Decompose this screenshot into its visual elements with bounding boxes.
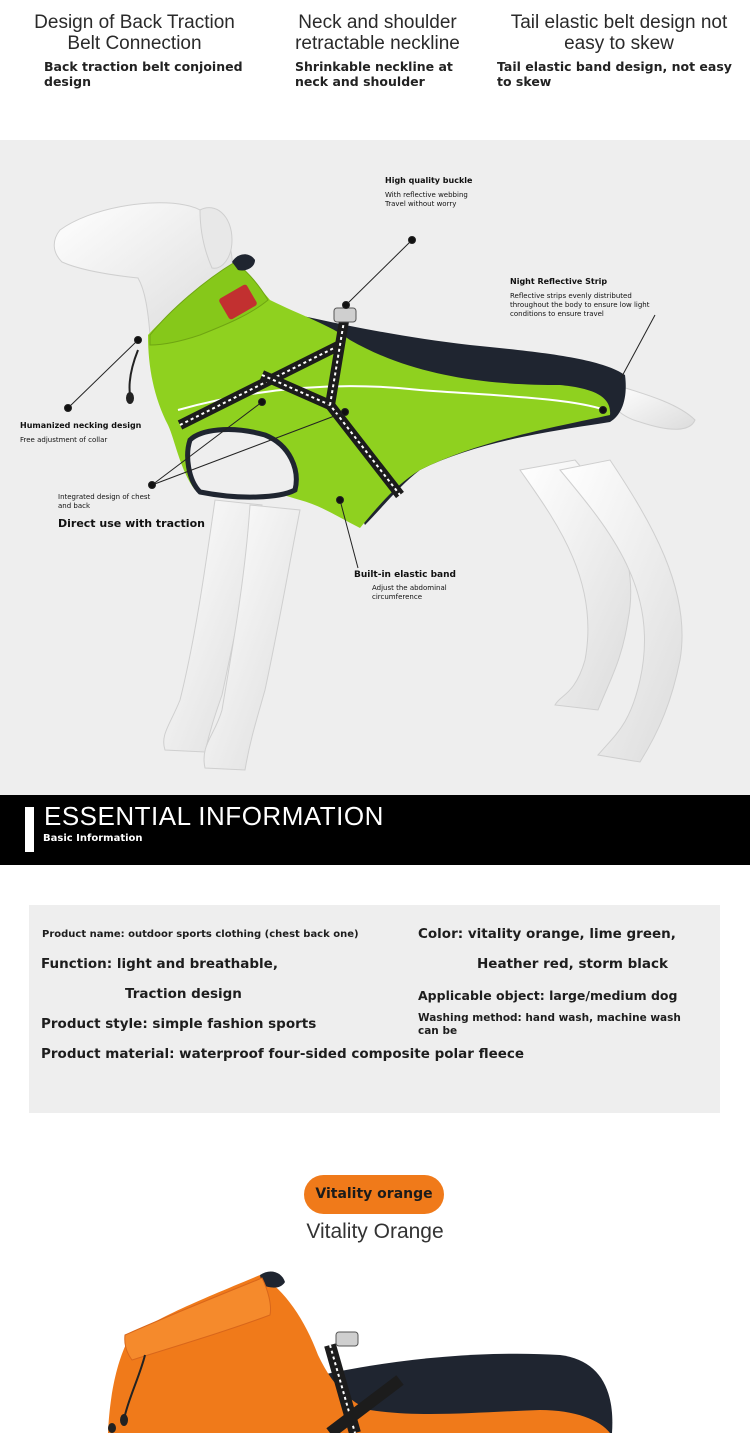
product-function: Function: light and breathable, <box>41 956 278 972</box>
callout-title: Humanized necking design <box>20 421 142 430</box>
callout-reflective-strip <box>510 277 660 319</box>
feature-desc: Tail elastic band design, not easy to skew <box>497 59 732 89</box>
callout-title: High quality buckle <box>385 176 473 185</box>
product-color: Color: vitality orange, lime green, <box>418 926 676 942</box>
product-name: Product name: outdoor sports clothing (chest back one) <box>42 929 359 940</box>
product-style: Product style: simple fashion sports <box>41 1016 317 1032</box>
callout-desc: Free adjustment of collar <box>20 436 108 444</box>
feature-tail-belt <box>495 12 743 89</box>
feature-desc: Shrinkable neckline at neck and shoulder <box>295 59 453 89</box>
callout-desc: Adjust the abdominal circumference <box>372 584 447 601</box>
callout-desc: Direct use with traction <box>58 517 205 530</box>
product-material: Product material: waterproof four-sided composite polar fleece <box>41 1046 525 1062</box>
callout-chest-back <box>58 493 208 530</box>
feature-title: Design of Back Traction Belt Connection <box>34 12 235 54</box>
feature-back-traction <box>22 12 247 89</box>
product-applicable: Applicable object: large/medium dog <box>418 988 678 1003</box>
product-diagram <box>0 140 750 795</box>
product-function-cont: Traction design <box>125 986 242 1002</box>
callout-title: Built-in elastic band <box>354 570 456 580</box>
callout-necking <box>20 421 150 445</box>
color-pill-orange: Vitality orange <box>304 1175 444 1214</box>
orange-coat-illustration <box>0 1260 750 1433</box>
color-name: Vitality Orange <box>306 1220 444 1243</box>
callout-title: Integrated design of chest and back <box>58 493 151 510</box>
product-color-cont: Heather red, storm black <box>477 956 669 972</box>
dog-mannequin-illustration <box>0 140 750 795</box>
callout-title: Night Reflective Strip <box>510 277 608 286</box>
feature-title: Neck and shoulder retractable neckline <box>295 12 460 54</box>
feature-neckline <box>280 12 475 89</box>
section-title: ESSENTIAL INFORMATION <box>44 801 384 831</box>
essential-info-banner <box>0 795 750 865</box>
product-info-box <box>29 905 720 1113</box>
product-washing: Washing method: hand wash, machine wash can be <box>418 1012 681 1037</box>
callout-buckle <box>385 176 505 209</box>
feature-row <box>0 0 750 140</box>
orange-coat-photo <box>0 1260 750 1433</box>
section-subtitle: Basic Information <box>43 833 143 844</box>
feature-desc: Back traction belt conjoined design <box>44 59 243 89</box>
accent-bar <box>25 807 34 852</box>
callout-desc: Reflective strips evenly distributed throughout the body to ensure low light conditions to ensure travel <box>510 292 650 318</box>
callout-desc: With reflective webbing Travel without worry <box>385 191 468 208</box>
callout-elastic-band <box>354 570 464 602</box>
feature-title: Tail elastic belt design not easy to skew <box>510 12 728 54</box>
